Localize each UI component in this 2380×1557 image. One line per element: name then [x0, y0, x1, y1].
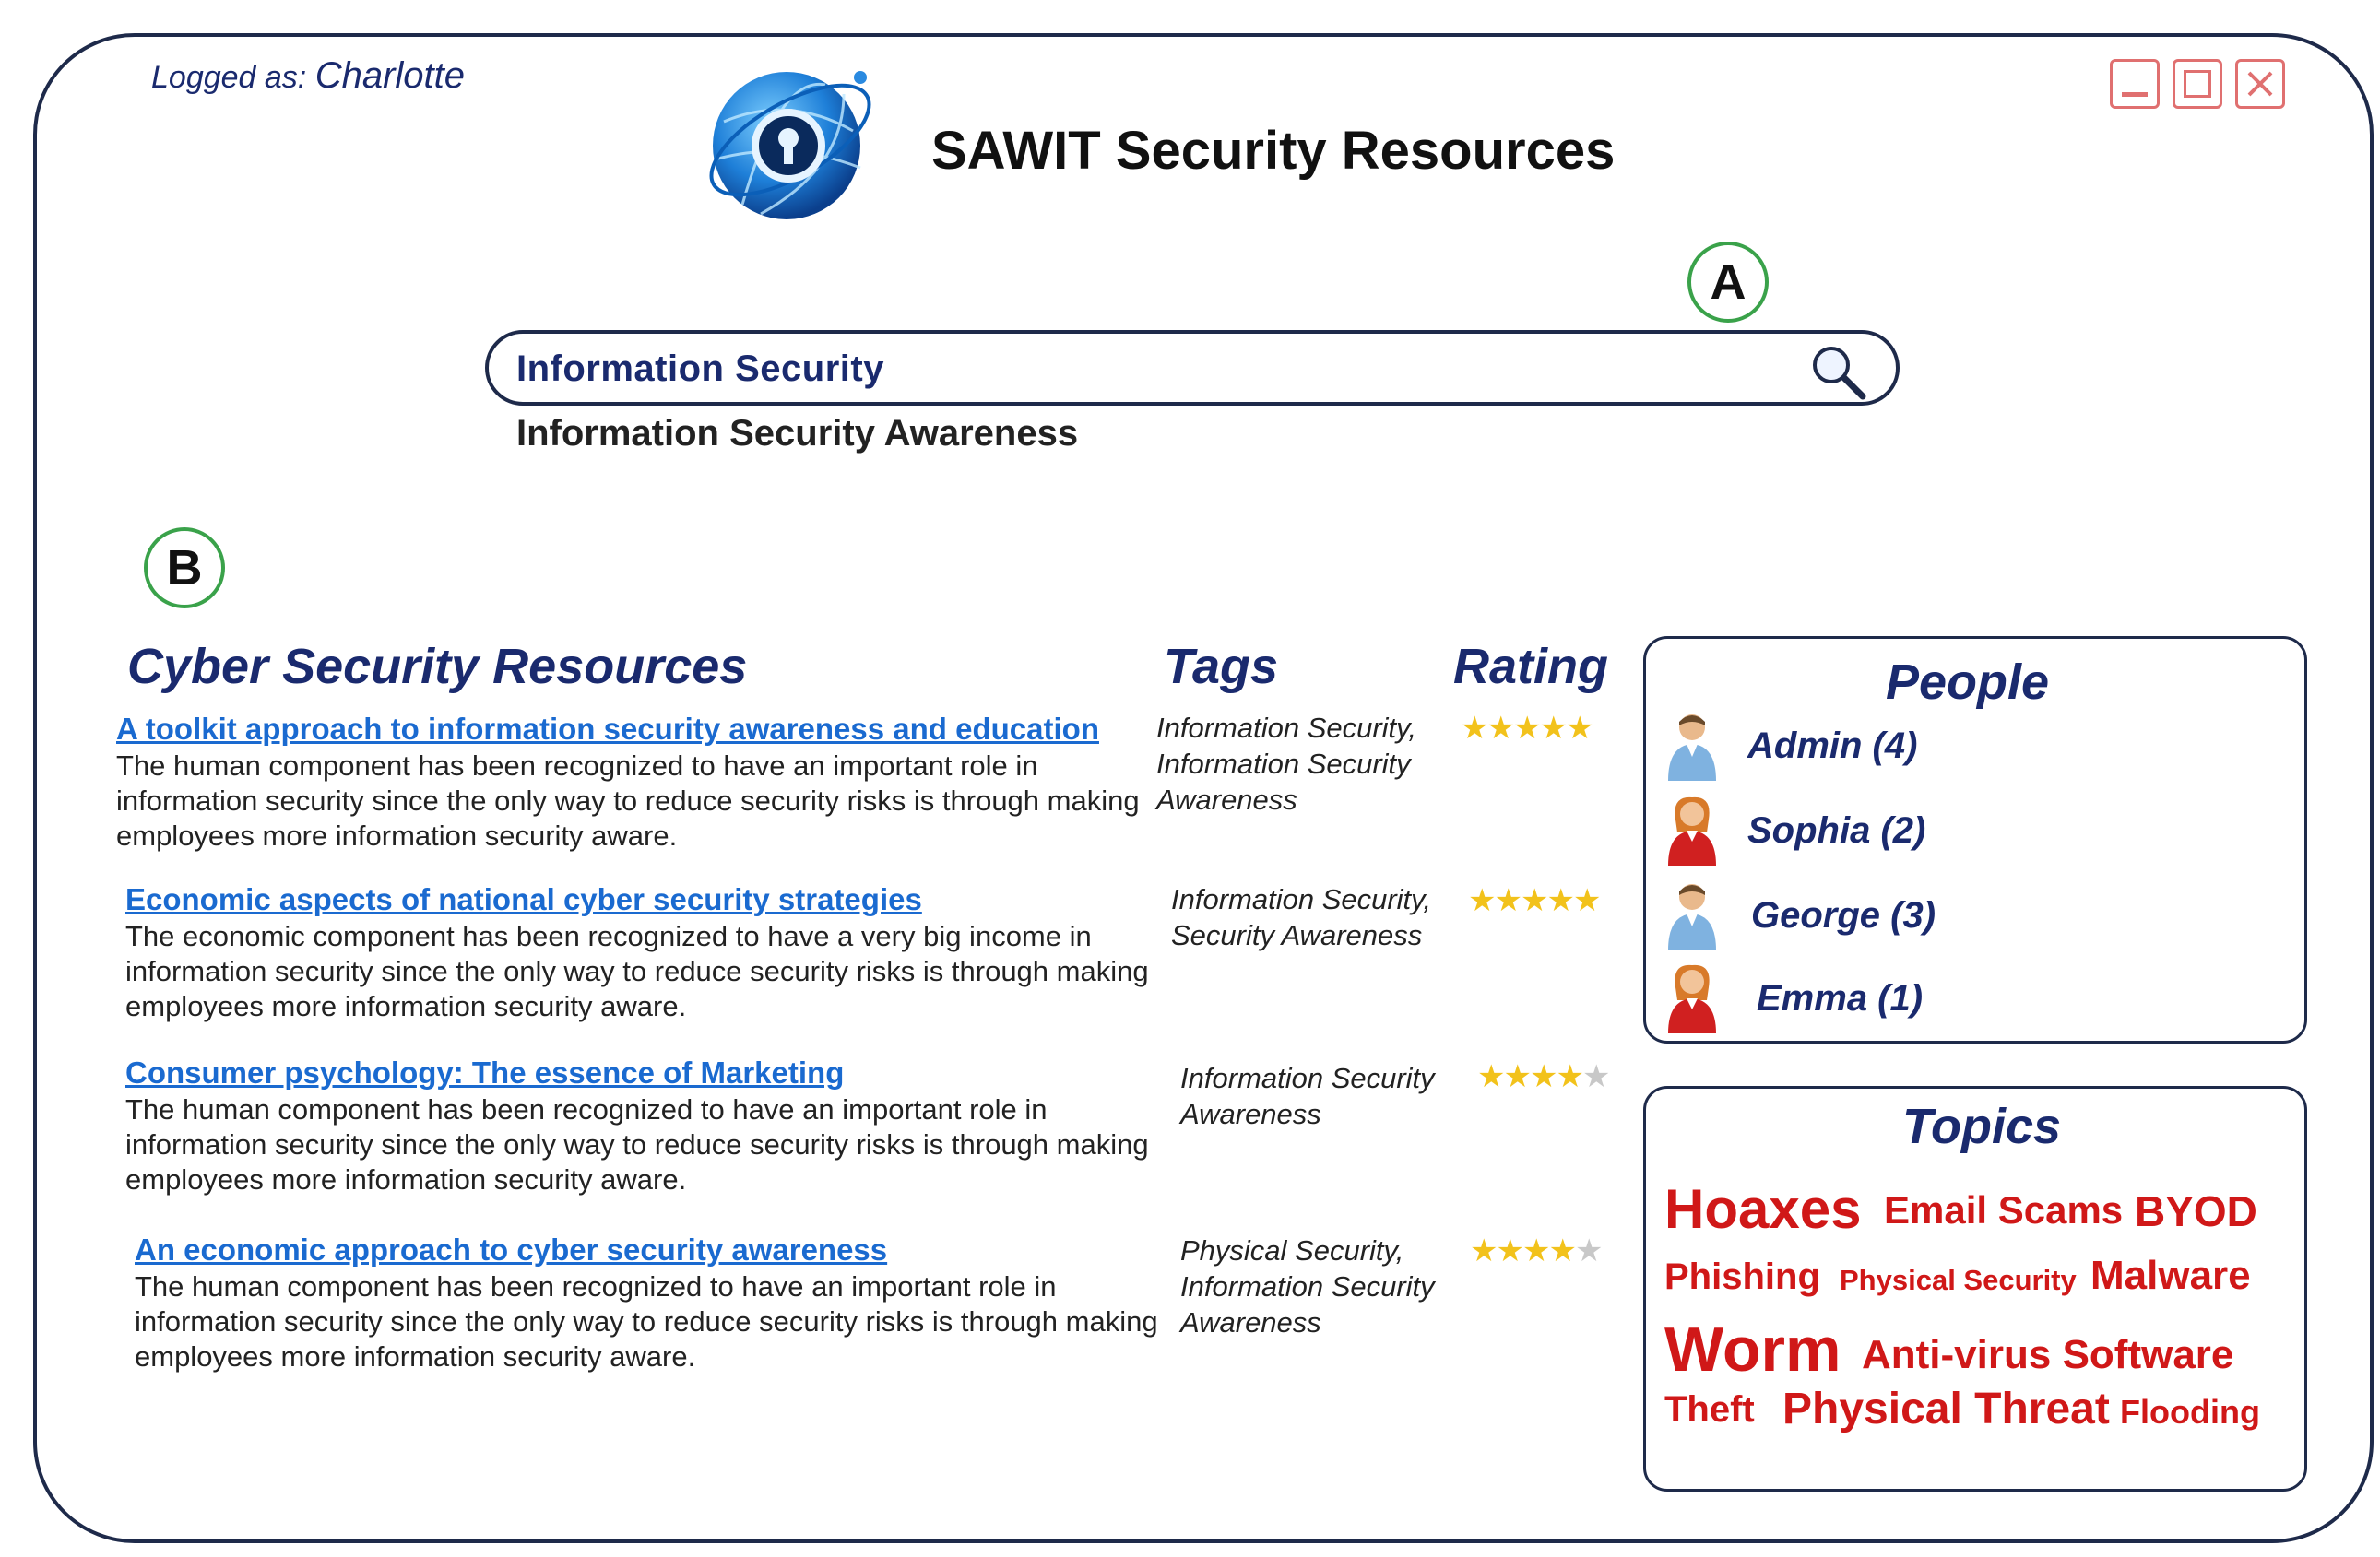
resources-heading: Cyber Security Resources: [127, 639, 748, 694]
topic-tag[interactable]: Malware: [2090, 1253, 2251, 1298]
person-item[interactable]: [1663, 709, 1917, 783]
rating-stars: [1477, 1058, 1608, 1095]
marker-b: B: [144, 527, 225, 608]
star-filled-icon: ★: [1496, 1233, 1522, 1268]
people-panel: [1643, 636, 2307, 1044]
logged-prefix: Logged as:: [151, 60, 307, 95]
topic-tag[interactable]: Email Scams: [1884, 1188, 2124, 1232]
star-filled-icon: ★: [1477, 1059, 1504, 1094]
topic-tag[interactable]: Hoaxes: [1664, 1178, 1862, 1240]
star-filled-icon: ★: [1520, 883, 1547, 918]
resource-description: The human component has been recognized to have an important role in information security since the only way to reduce security risks is through making employees more information security aware.: [116, 749, 1140, 852]
star-filled-icon: ★: [1512, 711, 1540, 746]
maximize-button[interactable]: [2173, 59, 2222, 109]
star-filled-icon: ★: [1529, 1059, 1557, 1094]
star-filled-icon: ★: [1546, 883, 1573, 918]
resource-title-link[interactable]: Consumer psychology: The essence of Marketing: [125, 1056, 845, 1090]
star-filled-icon: ★: [1486, 711, 1513, 746]
resource-tags: Information Security, Information Security Awareness: [1156, 712, 1416, 816]
resource-title-link[interactable]: A toolkit approach to information security awareness and education: [116, 712, 1099, 746]
person-item[interactable]: [1663, 794, 1925, 867]
rating-stars: [1470, 1233, 1601, 1269]
person-name: Emma (1): [1757, 977, 1924, 1019]
topic-tag[interactable]: Physical Security: [1840, 1264, 2077, 1296]
star-filled-icon: ★: [1565, 711, 1593, 746]
star-filled-icon: ★: [1470, 1233, 1497, 1268]
star-empty-icon: ★: [1581, 1059, 1609, 1094]
star-filled-icon: ★: [1494, 883, 1521, 918]
star-empty-icon: ★: [1574, 1233, 1602, 1268]
resource-description: The human component has been recognized to have an important role in information security since the only way to reduce security risks is through making employees more information security aware.: [135, 1270, 1158, 1373]
person-item[interactable]: [1663, 879, 1936, 952]
topics-heading: Topics: [1902, 1099, 2062, 1154]
people-heading: People: [1886, 655, 2050, 710]
rating-heading: Rating: [1453, 639, 1608, 694]
star-filled-icon: ★: [1503, 1059, 1530, 1094]
star-filled-icon: ★: [1461, 711, 1487, 746]
male-user-icon: [1663, 711, 1722, 781]
female-user-icon: [1663, 963, 1722, 1033]
resource-tags: Physical Security, Information Security Awareness: [1180, 1234, 1435, 1339]
star-filled-icon: ★: [1539, 711, 1566, 746]
marker-a: A: [1687, 242, 1769, 323]
resource-description: The economic component has been recognized to have a very big income in information security since the only way to reduce security risks is through making employees more information security aware.: [125, 920, 1149, 1022]
close-icon: [2238, 62, 2282, 106]
search-icon[interactable]: [1806, 339, 1870, 404]
globe-lock-logo-icon: [705, 57, 875, 227]
star-filled-icon: ★: [1572, 883, 1600, 918]
minimize-button[interactable]: [2110, 59, 2160, 109]
resource-tags: Information Security, Security Awareness: [1171, 883, 1431, 951]
rating-stars: [1468, 882, 1599, 919]
topic-tag[interactable]: Physical Threat: [1782, 1385, 2110, 1433]
star-filled-icon: ★: [1548, 1233, 1575, 1268]
star-filled-icon: ★: [1522, 1233, 1549, 1268]
logged-username: Charlotte: [314, 55, 466, 96]
female-user-icon: [1663, 796, 1722, 866]
rating-stars: [1461, 710, 1592, 747]
person-name: Admin (4): [1747, 725, 1918, 766]
topic-tag[interactable]: Phishing: [1664, 1256, 1820, 1297]
resource-description: The human component has been recognized to have an important role in information security since the only way to reduce security risks is through making employees more information security aware.: [125, 1093, 1149, 1196]
male-user-icon: [1663, 880, 1722, 950]
person-name: Sophia (2): [1747, 809, 1926, 851]
search-suggestion[interactable]: Information Security Awareness: [516, 413, 1079, 454]
topics-panel: [1643, 1086, 2307, 1492]
close-button[interactable]: [2235, 59, 2285, 109]
resource-tags: Information Security Awareness: [1180, 1062, 1435, 1130]
resource-title-link[interactable]: An economic approach to cyber security awareness: [135, 1233, 888, 1267]
search-input[interactable]: [485, 330, 1900, 406]
tags-heading: Tags: [1164, 639, 1279, 694]
app-title: SAWIT Security Resources: [931, 121, 1616, 181]
person-item[interactable]: [1663, 961, 1923, 1035]
topic-tag[interactable]: Flooding: [2120, 1393, 2260, 1431]
topic-tag[interactable]: Worm: [1664, 1315, 1841, 1385]
topic-tag[interactable]: Anti-virus Software: [1862, 1332, 2234, 1377]
star-filled-icon: ★: [1468, 883, 1495, 918]
star-filled-icon: ★: [1556, 1059, 1582, 1094]
topic-tag[interactable]: Theft: [1664, 1389, 1755, 1430]
logged-in-user: [151, 55, 465, 97]
topic-tag[interactable]: BYOD: [2135, 1187, 2257, 1235]
person-name: George (3): [1751, 894, 1936, 936]
search-value: Information Security: [516, 348, 884, 389]
resource-title-link[interactable]: Economic aspects of national cyber security strategies: [125, 882, 922, 916]
